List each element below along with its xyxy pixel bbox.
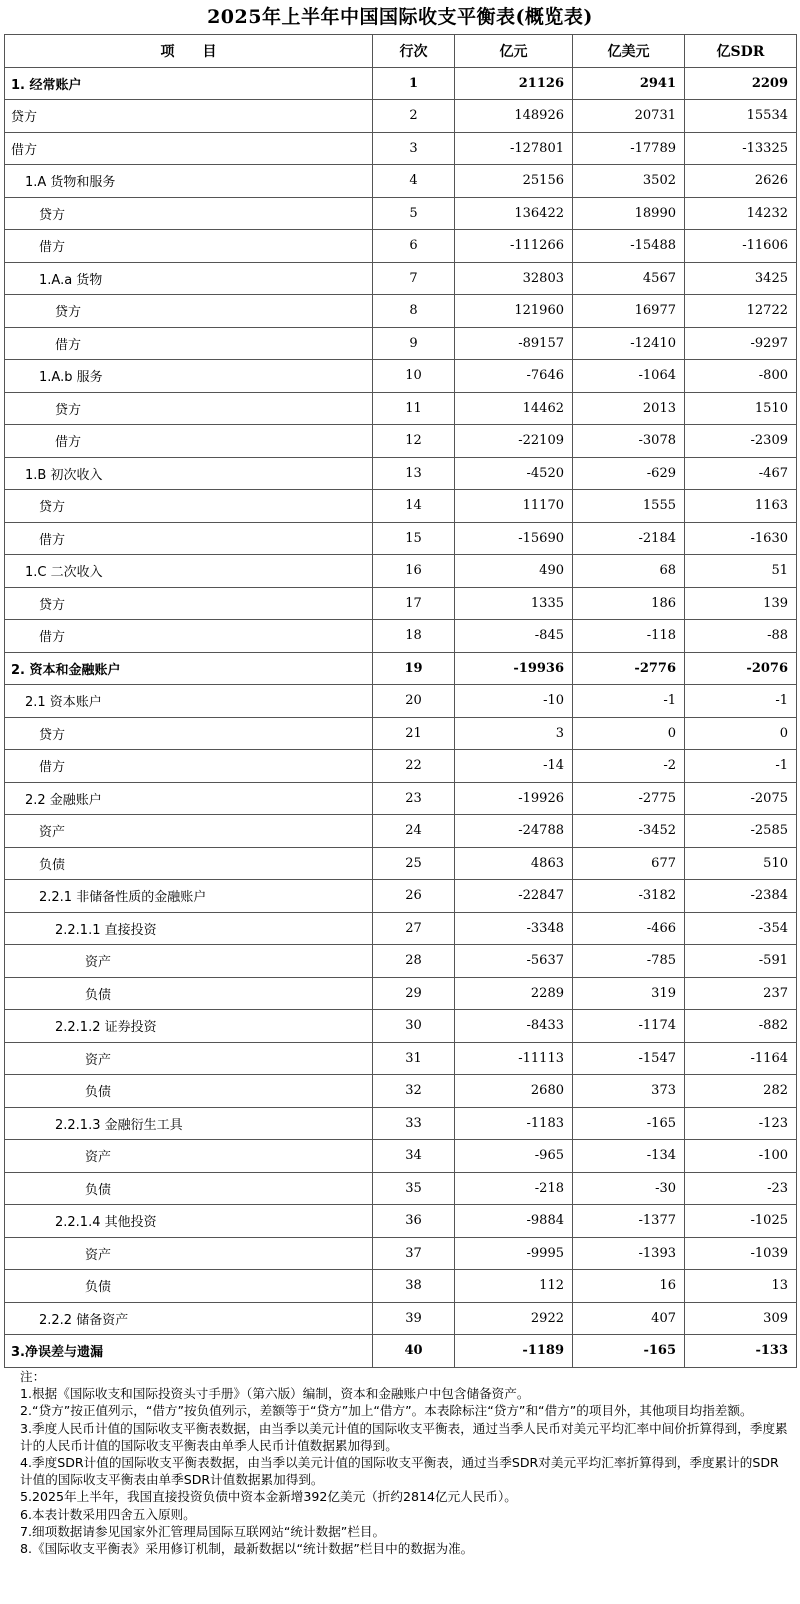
sdr-cell: 15534 xyxy=(685,100,797,133)
row-number-cell: 10 xyxy=(373,360,455,393)
row-number-cell: 26 xyxy=(373,880,455,913)
table-row xyxy=(5,67,797,100)
note-item: 7.细项数据请参见国家外汇管理局国际互联网站“统计数据”栏目。 xyxy=(20,1523,386,1539)
sdr-cell: -800 xyxy=(685,360,797,393)
cny-cell: 32803 xyxy=(455,262,573,295)
sdr-cell: 282 xyxy=(685,1075,797,1108)
item-cell: 借方 xyxy=(5,425,373,458)
row-number-cell: 40 xyxy=(373,1335,455,1368)
row-number-cell: 16 xyxy=(373,555,455,588)
item-cell: 贷方 xyxy=(5,490,373,523)
note-item: 3.季度人民币计值的国际收支平衡表数据，由当季以美元计值的国际收支平衡表，通过当季人民币对美元平均汇率中间价折算得到，季度累计的人民币计值的国际收支平衡表由单季人民币计值数据累加得到。 xyxy=(20,1420,788,1453)
sdr-cell: -123 xyxy=(685,1107,797,1140)
cny-cell: -845 xyxy=(455,620,573,653)
item-cell: 2.2.1.4 其他投资 xyxy=(5,1205,373,1238)
sdr-cell: -11606 xyxy=(685,230,797,263)
cny-cell: -89157 xyxy=(455,327,573,360)
cny-cell: -1183 xyxy=(455,1107,573,1140)
table-row xyxy=(5,555,797,588)
usd-cell: 319 xyxy=(573,977,685,1010)
item-cell: 资产 xyxy=(5,1140,373,1173)
note-item: 5.2025年上半年，我国直接投资负债中资本金新增392亿美元（折约2814亿元人民币）。 xyxy=(20,1489,517,1505)
cny-cell: 2680 xyxy=(455,1075,573,1108)
usd-cell: 677 xyxy=(573,847,685,880)
cny-cell: 3 xyxy=(455,717,573,750)
item-cell: 资产 xyxy=(5,1237,373,1270)
row-number-cell: 9 xyxy=(373,327,455,360)
cny-cell: 1335 xyxy=(455,587,573,620)
usd-cell: -12410 xyxy=(573,327,685,360)
cny-cell: -22109 xyxy=(455,425,573,458)
page-title: 2025年上半年中国国际收支平衡表(概览表) xyxy=(207,6,593,28)
row-number-cell: 23 xyxy=(373,782,455,815)
usd-cell: 3502 xyxy=(573,165,685,198)
sdr-cell: -2076 xyxy=(685,652,797,685)
cny-cell: -5637 xyxy=(455,945,573,978)
sdr-cell: -2585 xyxy=(685,815,797,848)
item-cell: 2. 资本和金融账户 xyxy=(5,652,373,685)
item-cell: 借方 xyxy=(5,327,373,360)
cny-cell: -22847 xyxy=(455,880,573,913)
item-cell: 资产 xyxy=(5,815,373,848)
note-item: 4.季度SDR计值的国际收支平衡表数据，由当季以美元计值的国际收支平衡表，通过当季SDR对美元平均汇率折算得到，季度累计的SDR计值的国际收支平衡表由单季SDR计值数据累加得到。 xyxy=(20,1455,779,1488)
usd-cell: 68 xyxy=(573,555,685,588)
table-row xyxy=(5,295,797,328)
sdr-cell: -100 xyxy=(685,1140,797,1173)
row-number-cell: 13 xyxy=(373,457,455,490)
table-row xyxy=(5,230,797,263)
usd-cell: -118 xyxy=(573,620,685,653)
usd-cell: -2184 xyxy=(573,522,685,555)
table-row xyxy=(5,262,797,295)
item-cell: 负债 xyxy=(5,1075,373,1108)
usd-cell: -3078 xyxy=(573,425,685,458)
sdr-cell: 139 xyxy=(685,587,797,620)
sdr-cell: -9297 xyxy=(685,327,797,360)
usd-cell: 373 xyxy=(573,1075,685,1108)
cny-cell: -15690 xyxy=(455,522,573,555)
row-number-cell: 12 xyxy=(373,425,455,458)
note-item: 6.本表计数采用四舍五入原则。 xyxy=(20,1506,196,1522)
sdr-cell: 2209 xyxy=(685,67,797,100)
row-number-cell: 17 xyxy=(373,587,455,620)
cny-cell: -14 xyxy=(455,750,573,783)
usd-cell: -2775 xyxy=(573,782,685,815)
item-cell: 1.A.a 货物 xyxy=(5,262,373,295)
cny-cell: 14462 xyxy=(455,392,573,425)
table-row xyxy=(5,1140,797,1173)
item-cell: 负债 xyxy=(5,847,373,880)
table-row xyxy=(5,1075,797,1108)
cny-cell: -9884 xyxy=(455,1205,573,1238)
usd-cell: -785 xyxy=(573,945,685,978)
item-cell: 1.B 初次收入 xyxy=(5,457,373,490)
row-number-cell: 21 xyxy=(373,717,455,750)
cny-cell: -10 xyxy=(455,685,573,718)
item-cell: 2.2.2 储备资产 xyxy=(5,1302,373,1335)
table-row xyxy=(5,685,797,718)
cny-cell: -19936 xyxy=(455,652,573,685)
row-number-cell: 22 xyxy=(373,750,455,783)
item-cell: 1.C 二次收入 xyxy=(5,555,373,588)
item-cell: 借方 xyxy=(5,620,373,653)
table-row xyxy=(5,425,797,458)
item-cell: 贷方 xyxy=(5,100,373,133)
sdr-cell: -23 xyxy=(685,1172,797,1205)
table-row xyxy=(5,1172,797,1205)
row-number-cell: 29 xyxy=(373,977,455,1010)
note-item: 1.根据《国际收支和国际投资头寸手册》（第六版）编制，资本和金融账户中包含储备资产。 xyxy=(20,1386,530,1402)
row-number-cell: 25 xyxy=(373,847,455,880)
row-number-cell: 8 xyxy=(373,295,455,328)
cny-cell: 148926 xyxy=(455,100,573,133)
usd-cell: 0 xyxy=(573,717,685,750)
row-number-cell: 3 xyxy=(373,132,455,165)
table-row xyxy=(5,912,797,945)
usd-cell: 1555 xyxy=(573,490,685,523)
item-cell: 2.2.1.2 证券投资 xyxy=(5,1010,373,1043)
item-cell: 贷方 xyxy=(5,197,373,230)
table-row xyxy=(5,392,797,425)
table-row xyxy=(5,165,797,198)
sdr-cell: -1025 xyxy=(685,1205,797,1238)
cny-cell: -218 xyxy=(455,1172,573,1205)
item-cell: 1.A 货物和服务 xyxy=(5,165,373,198)
sdr-cell: -1 xyxy=(685,685,797,718)
notes-label: 注： xyxy=(20,1369,46,1384)
cny-cell: 11170 xyxy=(455,490,573,523)
row-number-cell: 31 xyxy=(373,1042,455,1075)
usd-cell: 4567 xyxy=(573,262,685,295)
row-number-cell: 4 xyxy=(373,165,455,198)
table-body xyxy=(5,67,797,1367)
item-cell: 贷方 xyxy=(5,587,373,620)
sdr-cell: 309 xyxy=(685,1302,797,1335)
usd-cell: 20731 xyxy=(573,100,685,133)
table-row xyxy=(5,782,797,815)
table-row xyxy=(5,652,797,685)
usd-cell: -1377 xyxy=(573,1205,685,1238)
sdr-cell: 14232 xyxy=(685,197,797,230)
row-number-cell: 7 xyxy=(373,262,455,295)
item-cell: 负债 xyxy=(5,1172,373,1205)
usd-cell: 2013 xyxy=(573,392,685,425)
table-row xyxy=(5,1042,797,1075)
row-number-cell: 24 xyxy=(373,815,455,848)
table-row xyxy=(5,1205,797,1238)
sdr-cell: -1 xyxy=(685,750,797,783)
usd-cell: -1393 xyxy=(573,1237,685,1270)
cny-cell: -8433 xyxy=(455,1010,573,1043)
table-row xyxy=(5,1302,797,1335)
sdr-cell: 0 xyxy=(685,717,797,750)
cny-cell: -3348 xyxy=(455,912,573,945)
row-number-cell: 30 xyxy=(373,1010,455,1043)
sdr-cell: -2384 xyxy=(685,880,797,913)
row-number-cell: 5 xyxy=(373,197,455,230)
balance-of-payments-table xyxy=(4,34,797,1368)
row-number-cell: 32 xyxy=(373,1075,455,1108)
header-row-number: 行次 xyxy=(373,35,455,68)
sdr-cell: -133 xyxy=(685,1335,797,1368)
row-number-cell: 34 xyxy=(373,1140,455,1173)
item-cell: 贷方 xyxy=(5,717,373,750)
sdr-cell: 3425 xyxy=(685,262,797,295)
sdr-cell: -2075 xyxy=(685,782,797,815)
sdr-cell: 1510 xyxy=(685,392,797,425)
table-row xyxy=(5,1107,797,1140)
cny-cell: 2289 xyxy=(455,977,573,1010)
sdr-cell: 510 xyxy=(685,847,797,880)
row-number-cell: 14 xyxy=(373,490,455,523)
sdr-cell: -467 xyxy=(685,457,797,490)
cny-cell: -9995 xyxy=(455,1237,573,1270)
cny-cell: -4520 xyxy=(455,457,573,490)
usd-cell: -1064 xyxy=(573,360,685,393)
row-number-cell: 36 xyxy=(373,1205,455,1238)
cny-cell: 25156 xyxy=(455,165,573,198)
row-number-cell: 27 xyxy=(373,912,455,945)
cny-cell: -11113 xyxy=(455,1042,573,1075)
sdr-cell: -1164 xyxy=(685,1042,797,1075)
usd-cell: -2776 xyxy=(573,652,685,685)
item-cell: 3.净误差与遗漏 xyxy=(5,1335,373,1368)
item-cell: 1.A.b 服务 xyxy=(5,360,373,393)
table-row xyxy=(5,717,797,750)
table-row xyxy=(5,490,797,523)
cny-cell: -127801 xyxy=(455,132,573,165)
item-cell: 贷方 xyxy=(5,392,373,425)
sdr-cell: -591 xyxy=(685,945,797,978)
row-number-cell: 28 xyxy=(373,945,455,978)
usd-cell: -15488 xyxy=(573,230,685,263)
usd-cell: 16 xyxy=(573,1270,685,1303)
usd-cell: -1 xyxy=(573,685,685,718)
cny-cell: -24788 xyxy=(455,815,573,848)
sdr-cell: 2626 xyxy=(685,165,797,198)
sdr-cell: -1630 xyxy=(685,522,797,555)
usd-cell: -2 xyxy=(573,750,685,783)
table-row xyxy=(5,1237,797,1270)
item-cell: 2.2 金融账户 xyxy=(5,782,373,815)
sdr-cell: 13 xyxy=(685,1270,797,1303)
note-item: 2.“贷方”按正值列示，“借方”按负值列示，差额等于“贷方”加上“借方”。本表除标注“贷方”和“借方”的项目外，其他项目均指差额。 xyxy=(20,1403,753,1419)
usd-cell: -629 xyxy=(573,457,685,490)
table-row xyxy=(5,1010,797,1043)
notes-section xyxy=(20,1368,790,1557)
row-number-cell: 1 xyxy=(373,67,455,100)
cny-cell: -1189 xyxy=(455,1335,573,1368)
cny-cell: 4863 xyxy=(455,847,573,880)
item-cell: 资产 xyxy=(5,945,373,978)
sdr-cell: 51 xyxy=(685,555,797,588)
row-number-cell: 19 xyxy=(373,652,455,685)
usd-cell: -134 xyxy=(573,1140,685,1173)
table-row xyxy=(5,880,797,913)
sdr-cell: -88 xyxy=(685,620,797,653)
note-item: 8.《国际收支平衡表》采用修订机制，最新数据以“统计数据”栏目中的数据为准。 xyxy=(20,1541,474,1557)
sdr-cell: 1163 xyxy=(685,490,797,523)
table-row xyxy=(5,815,797,848)
item-cell: 借方 xyxy=(5,230,373,263)
usd-cell: -1174 xyxy=(573,1010,685,1043)
usd-cell: -3452 xyxy=(573,815,685,848)
cny-cell: -7646 xyxy=(455,360,573,393)
cny-cell: 490 xyxy=(455,555,573,588)
table-row xyxy=(5,100,797,133)
cny-cell: -965 xyxy=(455,1140,573,1173)
item-cell: 2.2.1.1 直接投资 xyxy=(5,912,373,945)
item-cell: 借方 xyxy=(5,132,373,165)
item-cell: 2.1 资本账户 xyxy=(5,685,373,718)
sdr-cell: 237 xyxy=(685,977,797,1010)
cny-cell: 2922 xyxy=(455,1302,573,1335)
usd-cell: -1547 xyxy=(573,1042,685,1075)
header-usd: 亿美元 xyxy=(573,35,685,68)
header-item: 项 目 xyxy=(5,35,373,68)
usd-cell: 2941 xyxy=(573,67,685,100)
usd-cell: -3182 xyxy=(573,880,685,913)
cny-cell: 136422 xyxy=(455,197,573,230)
usd-cell: -466 xyxy=(573,912,685,945)
sdr-cell: -354 xyxy=(685,912,797,945)
header-cny: 亿元 xyxy=(455,35,573,68)
table-row xyxy=(5,522,797,555)
row-number-cell: 39 xyxy=(373,1302,455,1335)
item-cell: 借方 xyxy=(5,522,373,555)
row-number-cell: 20 xyxy=(373,685,455,718)
table-row xyxy=(5,132,797,165)
item-cell: 1. 经常账户 xyxy=(5,67,373,100)
usd-cell: 407 xyxy=(573,1302,685,1335)
table-header-row xyxy=(5,35,797,68)
table-row xyxy=(5,977,797,1010)
table-row xyxy=(5,847,797,880)
usd-cell: -30 xyxy=(573,1172,685,1205)
row-number-cell: 15 xyxy=(373,522,455,555)
item-cell: 2.2.1.3 金融衍生工具 xyxy=(5,1107,373,1140)
table-row xyxy=(5,327,797,360)
item-cell: 资产 xyxy=(5,1042,373,1075)
item-cell: 贷方 xyxy=(5,295,373,328)
sdr-cell: -2309 xyxy=(685,425,797,458)
item-cell: 负债 xyxy=(5,1270,373,1303)
sdr-cell: 12722 xyxy=(685,295,797,328)
cny-cell: -111266 xyxy=(455,230,573,263)
row-number-cell: 37 xyxy=(373,1237,455,1270)
cny-cell: -19926 xyxy=(455,782,573,815)
table-row xyxy=(5,620,797,653)
table-row xyxy=(5,197,797,230)
header-sdr: 亿SDR xyxy=(685,35,797,68)
sdr-cell: -882 xyxy=(685,1010,797,1043)
cny-cell: 121960 xyxy=(455,295,573,328)
row-number-cell: 35 xyxy=(373,1172,455,1205)
table-row xyxy=(5,945,797,978)
sdr-cell: -13325 xyxy=(685,132,797,165)
usd-cell: 16977 xyxy=(573,295,685,328)
row-number-cell: 18 xyxy=(373,620,455,653)
item-cell: 借方 xyxy=(5,750,373,783)
item-cell: 负债 xyxy=(5,977,373,1010)
table-row xyxy=(5,1335,797,1368)
usd-cell: -17789 xyxy=(573,132,685,165)
sdr-cell: -1039 xyxy=(685,1237,797,1270)
cny-cell: 21126 xyxy=(455,67,573,100)
table-row xyxy=(5,587,797,620)
row-number-cell: 33 xyxy=(373,1107,455,1140)
row-number-cell: 38 xyxy=(373,1270,455,1303)
table-row xyxy=(5,360,797,393)
table-row xyxy=(5,1270,797,1303)
table-row xyxy=(5,750,797,783)
item-cell: 2.2.1 非储备性质的金融账户 xyxy=(5,880,373,913)
row-number-cell: 6 xyxy=(373,230,455,263)
cny-cell: 112 xyxy=(455,1270,573,1303)
usd-cell: -165 xyxy=(573,1335,685,1368)
usd-cell: 18990 xyxy=(573,197,685,230)
table-row xyxy=(5,457,797,490)
usd-cell: -165 xyxy=(573,1107,685,1140)
row-number-cell: 11 xyxy=(373,392,455,425)
row-number-cell: 2 xyxy=(373,100,455,133)
usd-cell: 186 xyxy=(573,587,685,620)
